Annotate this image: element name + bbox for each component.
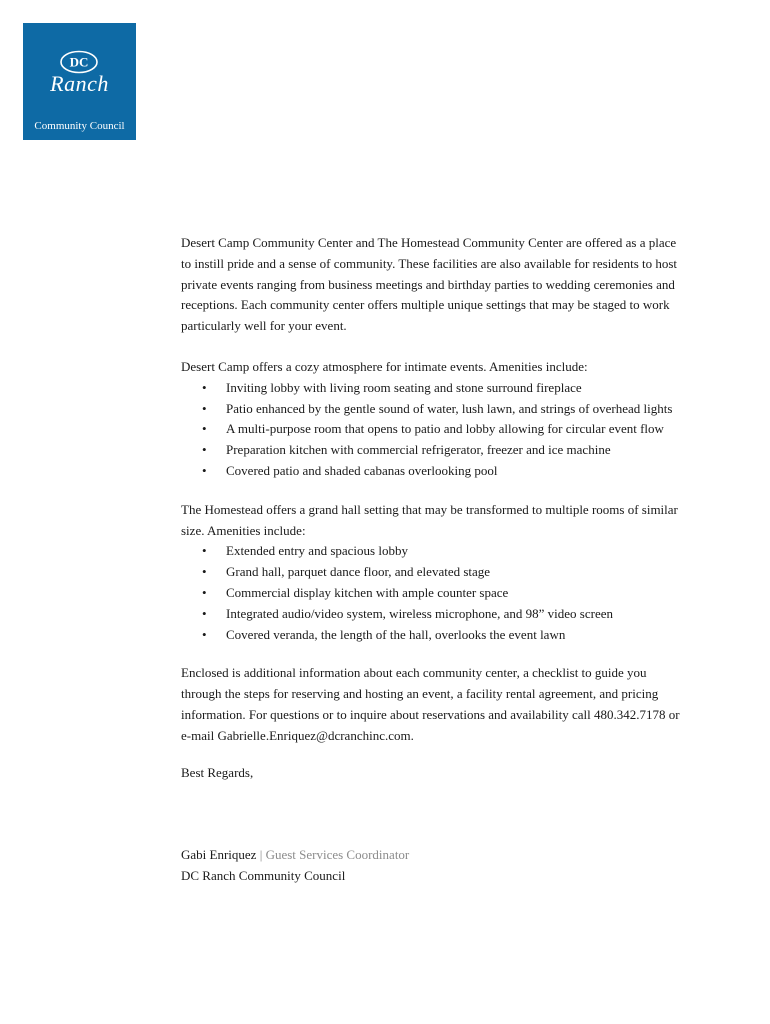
homestead-amenities	[181, 541, 681, 645]
list-item-text: Inviting lobby with living room seating and stone surround fireplace	[226, 379, 582, 395]
list-item	[181, 461, 681, 482]
list-item-text: Grand hall, parquet dance floor, and elevated stage	[226, 564, 491, 580]
logo-mark-text: DC	[69, 54, 89, 70]
letter-body	[181, 233, 681, 887]
bullet-icon: •	[202, 564, 207, 580]
desert-camp-heading: Desert Camp offers a cozy atmosphere for intimate events. Amenities include:	[181, 358, 588, 374]
dc-ranch-logo	[23, 23, 136, 140]
signature-organization: DC Ranch Community Council	[181, 868, 346, 884]
signature-separator: |	[256, 847, 266, 863]
list-item	[181, 562, 681, 583]
list-item	[181, 440, 681, 461]
bullet-icon: •	[202, 584, 207, 600]
list-item-text: A multi-purpose room that opens to patio and lobby allowing for circular event flow	[226, 421, 664, 437]
list-item-text: Integrated audio/video system, wireless microphone, and 98” video screen	[226, 605, 613, 621]
bullet-icon: •	[202, 442, 207, 458]
regards: Best Regards,	[181, 764, 254, 780]
list-item	[181, 625, 681, 646]
list-item	[181, 541, 681, 562]
list-item	[181, 378, 681, 399]
list-item-text: Patio enhanced by the gentle sound of water, lush lawn, and strings of overhead lights	[226, 400, 673, 416]
closing-paragraph: Enclosed is additional information about each community center, a checklist to guide you through the steps for reserving and hosting an event, a facility rental agreement, and pricing information. For questions or to inquire about reservations and availability call 480.342.7178 or e-mail Gabrielle.Enriquez@dcranchinc.com.	[181, 665, 680, 743]
signature-line	[181, 845, 681, 866]
bullet-icon: •	[202, 543, 207, 559]
list-item-text: Extended entry and spacious lobby	[226, 543, 408, 559]
logo-script: Ranch	[50, 71, 109, 96]
logo-caption: Community Council	[34, 120, 125, 132]
homestead-heading: The Homestead offers a grand hall setting that may be transformed to multiple rooms of similar size. Amenities include:	[181, 501, 678, 538]
bullet-icon: •	[202, 421, 207, 437]
list-item	[181, 604, 681, 625]
list-item-text: Covered veranda, the length of the hall, overlooks the event lawn	[226, 626, 566, 642]
desert-camp-amenities	[181, 378, 681, 482]
list-item	[181, 419, 681, 440]
bullet-icon: •	[202, 626, 207, 642]
bullet-icon: •	[202, 605, 207, 621]
signature-title: Guest Services Coordinator	[265, 847, 410, 863]
list-item	[181, 399, 681, 420]
list-item-text: Preparation kitchen with commercial refrigerator, freezer and ice machine	[226, 442, 611, 458]
list-item-text: Covered patio and shaded cabanas overlooking pool	[226, 462, 498, 478]
bullet-icon: •	[202, 379, 207, 395]
list-item-text: Commercial display kitchen with ample counter space	[226, 584, 509, 600]
list-item	[181, 583, 681, 604]
signature-name: Gabi Enriquez	[181, 847, 257, 863]
bullet-icon: •	[202, 462, 207, 478]
intro-paragraph: Desert Camp Community Center and The Homestead Community Center are offered as a place to instill pride and a sense of community. These facilities are also available for residents to host private events ranging from business meetings and birthday parties to wedding ceremonies and receptions. Each community center offers multiple unique settings that may be staged to work particularly well for your event.	[181, 235, 678, 334]
bullet-icon: •	[202, 400, 207, 416]
